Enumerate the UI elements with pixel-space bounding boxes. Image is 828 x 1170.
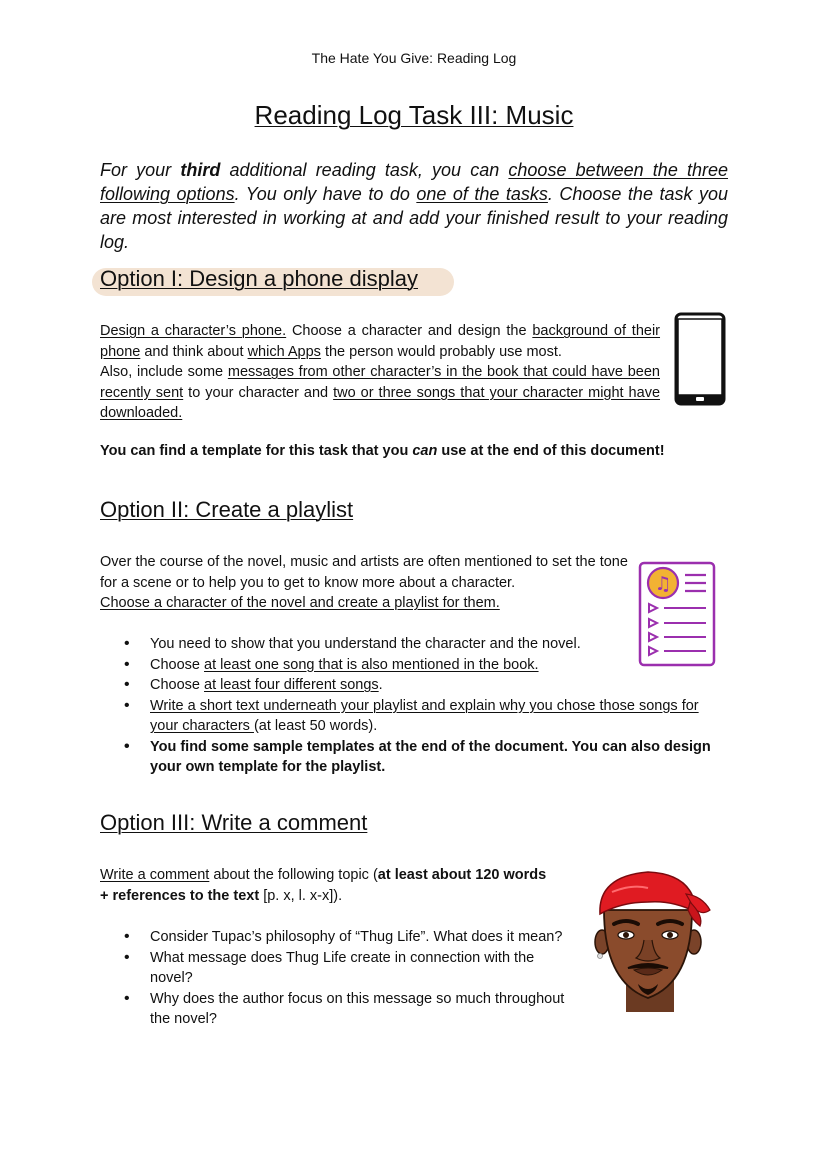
list-item: • Choose at least one song that is also mentioned in the book.: [100, 655, 728, 676]
svg-text:♫: ♫: [654, 573, 672, 595]
option1-heading: Option I: Design a phone display: [100, 266, 418, 291]
option2-bullet-list: [100, 634, 728, 778]
list-item: • You need to show that you understand the character and the novel.: [100, 634, 728, 655]
option1-description: Design a character’s phone. Choose a character and design the background of their phone and think about which Apps the person would probably use most. Also, include some messages from other character’s in the book that could have been recently sent to your character and two or three songs that your character might have downloaded.: [100, 323, 661, 421]
tupac-portrait-illustration: [582, 862, 714, 1012]
option2-description: Over the course of the novel, music and artists are often mentioned to set the tone for a scene or to help you to get to know more about a character. Choose a character of the novel and create a playlist for them.: [100, 554, 628, 611]
list-item: • Consider Tupac’s philosophy of “Thug Life”. What does it mean?: [100, 927, 570, 948]
page-title: Reading Log Task III: Music: [254, 100, 574, 130]
option3-description: Write a comment about the following topic (at least about 120 words + references to the text [p. x, l. x-x]).: [100, 867, 547, 904]
option1-template-note: You can find a template for this task that you can use at the end of this document!: [100, 443, 665, 459]
list-item: • You find some sample templates at the end of the document. You can also design your own template for the playlist.: [100, 737, 728, 778]
list-item: • Write a short text underneath your playlist and explain why you chose those songs for your characters (at least 50 words).: [100, 696, 728, 737]
list-item: • Why does the author focus on this message so much throughout the novel?: [100, 989, 570, 1030]
list-item: • Choose at least four different songs.: [100, 675, 728, 696]
option3-bullet-list: [100, 927, 570, 1030]
smartphone-icon: [674, 312, 726, 406]
list-item: • What message does Thug Life create in connection with the novel?: [100, 948, 570, 989]
option3-heading: Option III: Write a comment: [100, 810, 368, 835]
intro-paragraph: For your third additional reading task, you can choose between the three following options. You only have to do one of the tasks. Choose the task you are most interested in working at and add your finished result to your reading log.: [100, 160, 729, 252]
option2-heading: Option II: Create a playlist: [100, 497, 354, 522]
page-header: The Hate You Give: Reading Log: [311, 50, 517, 66]
